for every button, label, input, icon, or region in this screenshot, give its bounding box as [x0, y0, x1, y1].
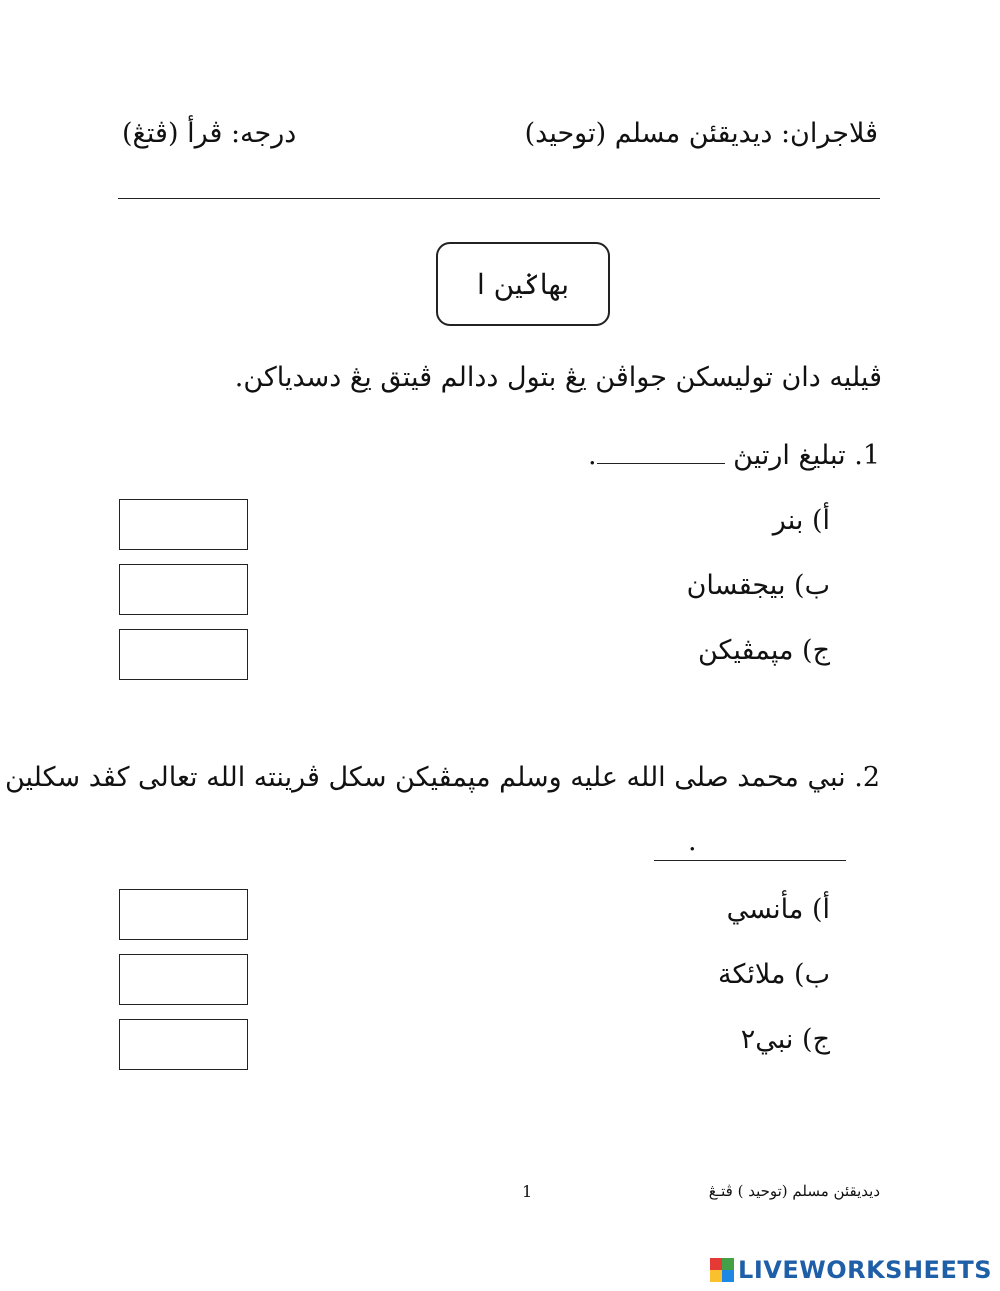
logo-square [722, 1270, 734, 1282]
logo-square [710, 1270, 722, 1282]
brand-logo-icon [710, 1258, 734, 1282]
option-label: ج) [802, 635, 830, 666]
question-2-end: . [688, 826, 697, 857]
liveworksheets-logo[interactable] [710, 1256, 992, 1284]
page-number: 1 [522, 1182, 533, 1201]
question-1-number: 1. [854, 440, 880, 471]
subject-label: ڤلاجران: ديديقئن مسلم (توحيد) [524, 118, 878, 149]
brand-name: LIVEWORKSHEETS [738, 1256, 992, 1284]
question-1-blank [597, 441, 725, 464]
section-title-box [436, 242, 610, 326]
grade-label: درجه: ڤرأ (ڤتڠ) [122, 118, 297, 149]
q2-answer-box-a[interactable] [119, 889, 248, 940]
q1-option-b [687, 570, 830, 601]
question-2-number: 2. [854, 762, 880, 793]
option-text: نبي٢ [740, 1024, 794, 1055]
q1-option-c [698, 635, 830, 666]
question-1-text: تبليغ ارتيڽ [733, 440, 846, 471]
q2-answer-box-b[interactable] [119, 954, 248, 1005]
option-label: أ) [811, 894, 830, 925]
option-text: بيجقسان [686, 570, 786, 601]
logo-square [722, 1258, 734, 1270]
q1-answer-box-b[interactable] [119, 564, 248, 615]
section-title: بهاݢين ا [476, 267, 570, 301]
option-text: بنر [772, 505, 804, 536]
question-1 [588, 440, 880, 471]
q1-answer-box-a[interactable] [119, 499, 248, 550]
q2-option-a [727, 894, 830, 925]
option-text: مأنسي [726, 894, 804, 925]
option-label: ب) [794, 959, 830, 990]
instruction-text: ڤيليه دان توليسکن جواڤن يڠ بتول ددالم ڤيتق يڠ دسدياکن. [234, 362, 882, 393]
option-label: ب) [794, 570, 830, 601]
option-text: ملائکة [717, 959, 786, 990]
q1-answer-box-c[interactable] [119, 629, 248, 680]
header-divider [118, 198, 880, 199]
question-2-text: نبي محمد صلى الله عليه وسلم مپمڤيکن سکل ڤرينته الله تعالى کڤد سکلين [4, 762, 846, 793]
q1-option-a [773, 505, 830, 536]
option-label: ج) [802, 1024, 830, 1055]
footer-title: ديديقئن مسلم (توحيد ) ڤتـڠ [708, 1182, 880, 1200]
option-text: مپمڤيکن [697, 635, 794, 666]
question-1-end: . [587, 440, 597, 471]
q2-option-b [718, 959, 830, 990]
question-2 [5, 762, 880, 793]
q2-option-c [741, 1024, 830, 1055]
q2-answer-box-c[interactable] [119, 1019, 248, 1070]
logo-square [710, 1258, 722, 1270]
question-2-blank [654, 840, 846, 861]
option-label: أ) [811, 505, 830, 536]
